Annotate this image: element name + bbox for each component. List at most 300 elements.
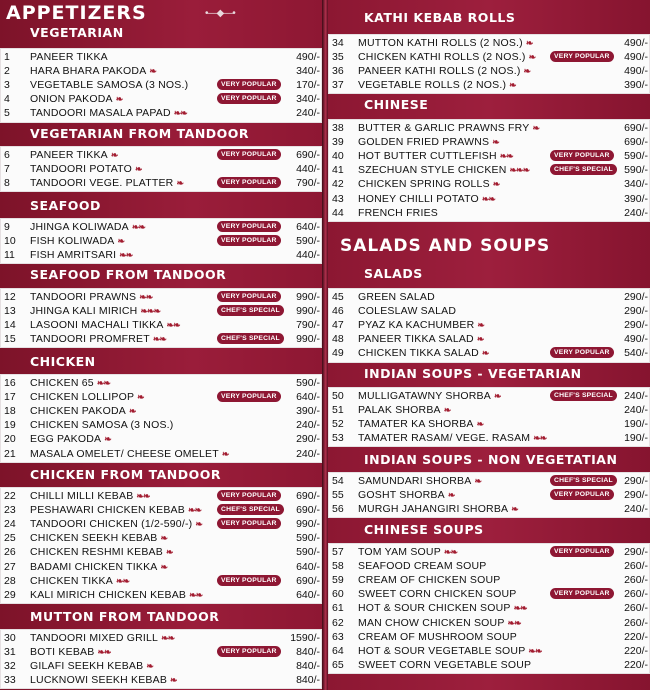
item-price: 340/- xyxy=(296,93,320,106)
chili-icon: ❧❧❧ xyxy=(140,306,161,317)
item-price: 390/- xyxy=(624,79,648,92)
item-name-text: CHICKEN TIKKA SALAD xyxy=(358,347,479,360)
item-name xyxy=(30,78,188,92)
item-number: 59 xyxy=(332,574,344,587)
item-name-text: VEGETABLE SAMOSA (3 NOS.) xyxy=(30,79,189,92)
item-price: 540/- xyxy=(624,347,648,360)
item-name-text: GOLDEN FRIED PRAWNS xyxy=(358,136,490,149)
chili-icon: ❧❧ xyxy=(97,647,111,658)
very-popular-badge: VERY POPULAR xyxy=(217,93,281,104)
chili-icon: ❧❧ xyxy=(136,491,150,501)
item-name xyxy=(30,404,136,418)
menu-item-row xyxy=(0,162,322,176)
section-heading: INDIAN SOUPS - VEGETARIAN xyxy=(364,366,582,381)
chili-icon: ❧❧ xyxy=(119,250,133,261)
item-name-text: HOT & SOUR VEGETABLE SOUP xyxy=(358,644,526,657)
chili-icon: ❧❧ xyxy=(189,589,203,600)
menu-item-row xyxy=(0,418,322,432)
menu-item-row xyxy=(328,601,650,615)
menu-item-row xyxy=(328,36,650,50)
item-number: 31 xyxy=(4,646,16,659)
chefs-special-badge: CHEF'S SPECIAL xyxy=(550,164,617,175)
chili-icon: ❧ xyxy=(110,150,118,160)
section-heading: VEGETARIAN FROM TANDOOR xyxy=(30,126,250,141)
item-price: 690/- xyxy=(624,122,648,134)
very-popular-badge: VERY POPULAR xyxy=(217,177,281,188)
item-number: 16 xyxy=(4,377,16,389)
item-price: 240/- xyxy=(624,503,648,516)
item-name-text: PANEER KATHI ROLLS (2 NOS.) xyxy=(358,65,521,78)
chili-icon: ❧ xyxy=(528,52,536,63)
menu-item-row xyxy=(0,318,322,332)
chili-icon: ❧❧ xyxy=(161,633,175,643)
item-number: 49 xyxy=(332,347,344,360)
chili-icon: ❧ xyxy=(160,533,168,544)
item-price: 640/- xyxy=(296,391,320,404)
item-number: 32 xyxy=(4,660,16,673)
item-name xyxy=(30,631,174,645)
item-name xyxy=(358,502,518,516)
very-popular-badge: VERY POPULAR xyxy=(550,347,614,358)
item-price: 490/- xyxy=(624,37,648,49)
item-price: 840/- xyxy=(296,660,320,673)
menu-item-row xyxy=(0,432,322,446)
item-name xyxy=(30,376,110,390)
chili-icon: ❧❧ xyxy=(507,617,521,628)
item-name xyxy=(358,163,529,177)
item-name-text: BADAMI CHICKEN TIKKA xyxy=(30,560,158,573)
menu-item-row xyxy=(328,502,650,516)
section-heading: SEAFOOD xyxy=(30,198,101,213)
item-name-text: TANDOORI PRAWNS xyxy=(30,291,137,303)
item-number: 65 xyxy=(332,658,344,671)
section-panel xyxy=(328,543,650,674)
menu-item-row xyxy=(0,332,322,346)
menu-item-row xyxy=(0,517,322,531)
item-number: 56 xyxy=(332,503,344,516)
item-name-text: JHINGA KALI MIRICH xyxy=(30,305,138,318)
item-number: 13 xyxy=(4,305,16,318)
item-name-text: FISH AMRITSARI xyxy=(30,249,117,262)
item-price: 220/- xyxy=(624,630,648,643)
item-price: 290/- xyxy=(624,475,648,487)
item-price: 640/- xyxy=(296,588,320,601)
chili-icon: ❧ xyxy=(165,547,173,558)
item-name-text: SWEET CORN CHICKEN SOUP xyxy=(358,588,517,601)
very-popular-badge: VERY POPULAR xyxy=(217,646,281,657)
item-price: 990/- xyxy=(296,305,320,318)
very-popular-badge: VERY POPULAR xyxy=(217,575,281,586)
item-price: 340/- xyxy=(296,65,320,78)
menu-item-row xyxy=(0,545,322,559)
item-name xyxy=(358,149,513,163)
chefs-special-badge: CHEF'S SPECIAL xyxy=(217,305,284,316)
item-name xyxy=(358,121,539,135)
item-price: 690/- xyxy=(624,136,648,149)
section-panel xyxy=(328,119,650,222)
section-panel xyxy=(0,629,322,689)
chili-icon: ❧ xyxy=(128,406,136,417)
item-name-text: HOT & SOUR CHICKEN SOUP xyxy=(358,602,511,615)
item-name xyxy=(358,559,486,573)
item-name-text: KALI MIRICH CHICKEN KEBAB xyxy=(30,588,187,601)
menu-item-row xyxy=(328,149,650,163)
chili-icon: ❧❧ xyxy=(115,575,130,586)
item-name xyxy=(358,488,454,502)
item-name xyxy=(30,290,152,304)
menu-item-row xyxy=(328,474,650,488)
item-name xyxy=(358,403,450,417)
menu-item-row xyxy=(328,616,650,630)
item-number: 18 xyxy=(4,405,16,418)
section-panel xyxy=(328,387,650,447)
menu-item-row xyxy=(328,332,650,346)
item-number: 24 xyxy=(4,518,16,531)
item-name-text: HARA BHARA PAKODA xyxy=(30,65,147,78)
item-name xyxy=(30,148,117,162)
item-name-text: GREEN SALAD xyxy=(358,291,435,303)
chili-icon: ❧❧ xyxy=(166,320,180,331)
menu-item-row xyxy=(328,304,650,318)
item-number: 6 xyxy=(4,149,10,161)
item-number: 44 xyxy=(332,206,344,219)
item-name-text: SAMUNDARI SHORBA xyxy=(358,475,472,487)
very-popular-badge: VERY POPULAR xyxy=(217,79,281,90)
item-number: 17 xyxy=(4,391,16,404)
item-name-text: CHICKEN KATHI ROLLS (2 NOS.) xyxy=(358,51,526,64)
item-number: 62 xyxy=(332,616,344,629)
item-name-text: TANDOORI POTATO xyxy=(30,163,132,176)
chili-icon: ❧❧ xyxy=(499,151,513,162)
chili-icon: ❧❧ xyxy=(139,292,153,302)
item-name-text: JHINGA KOLIWADA xyxy=(30,221,129,233)
item-name-text: BUTTER & GARLIC PRAWNS FRY xyxy=(358,122,530,134)
item-number: 23 xyxy=(4,504,16,517)
item-name xyxy=(30,489,150,503)
item-price: 690/- xyxy=(296,574,320,587)
menu-item-row xyxy=(328,431,650,445)
menu-item-row xyxy=(0,673,322,687)
menu-item-row xyxy=(0,248,322,262)
menu-item-row xyxy=(0,78,322,92)
item-number: 2 xyxy=(4,65,10,78)
item-number: 57 xyxy=(332,546,344,558)
section-heading: CHICKEN xyxy=(30,354,96,369)
item-name xyxy=(30,332,166,346)
menu-item-row xyxy=(328,135,650,149)
menu-item-row xyxy=(0,390,322,404)
section-panel xyxy=(0,218,322,264)
item-number: 19 xyxy=(4,419,16,432)
menu-item-row xyxy=(328,78,650,92)
item-number: 5 xyxy=(4,107,10,120)
item-number: 38 xyxy=(332,122,344,134)
chili-icon: ❧❧ xyxy=(96,378,110,388)
item-name-text: SZECHUAN STYLE CHICKEN xyxy=(358,164,507,177)
item-name-text: LUCKNOWI SEEKH KEBAB xyxy=(30,674,168,687)
item-name-text: CHICKEN RESHMI KEBAB xyxy=(30,546,163,559)
menu-item-row xyxy=(328,573,650,587)
chili-icon: ❧ xyxy=(221,448,229,459)
chili-icon: ❧ xyxy=(146,661,153,672)
chefs-special-badge: CHEF'S SPECIAL xyxy=(217,333,284,344)
item-number: 54 xyxy=(332,475,344,487)
item-name-text: CHICKEN PAKODA xyxy=(30,405,126,418)
item-name xyxy=(358,474,481,488)
item-price: 240/- xyxy=(296,419,320,432)
menu-item-row xyxy=(0,376,322,390)
item-name-text: HONEY CHILLI POTATO xyxy=(358,192,479,205)
item-price: 990/- xyxy=(296,291,320,303)
menu-item-row xyxy=(328,658,650,672)
item-name-text: PYAZ KA KACHUMBER xyxy=(358,319,475,332)
item-name-text: TANDOORI MASALA PAPAD xyxy=(30,107,171,120)
item-price: 840/- xyxy=(296,674,320,687)
item-name-text: TAMATER KA SHORBA xyxy=(358,418,474,431)
very-popular-badge: VERY POPULAR xyxy=(217,235,281,246)
item-name xyxy=(358,135,499,149)
item-number: 52 xyxy=(332,418,344,431)
very-popular-badge: VERY POPULAR xyxy=(217,221,281,232)
item-number: 63 xyxy=(332,630,344,643)
item-name-text: VEGETABLE ROLLS (2 NOS.) xyxy=(358,79,507,92)
item-name-text: CHICKEN SAMOSA (3 NOS.) xyxy=(30,419,174,432)
very-popular-badge: VERY POPULAR xyxy=(217,391,281,402)
item-number: 55 xyxy=(332,489,344,502)
very-popular-badge: VERY POPULAR xyxy=(550,51,614,62)
menu-item-row xyxy=(0,503,322,517)
item-name-text: CHILLI MILLI KEBAB xyxy=(30,490,134,502)
item-name-text: TAMATER RASAM/ VEGE. RASAM xyxy=(358,432,531,445)
item-name xyxy=(358,658,531,672)
item-name xyxy=(30,673,177,687)
item-number: 48 xyxy=(332,333,344,346)
item-number: 64 xyxy=(332,644,344,657)
section-heading: SEAFOOD FROM TANDOOR xyxy=(30,267,227,282)
menu-item-row xyxy=(0,645,322,659)
section-panel xyxy=(0,146,322,192)
item-price: 390/- xyxy=(296,405,320,418)
item-price: 290/- xyxy=(624,291,648,303)
item-name xyxy=(358,630,517,644)
chili-icon: ❧❧ xyxy=(131,222,145,232)
menu-item-row xyxy=(328,389,650,403)
item-name xyxy=(30,92,122,106)
section-heading: INDIAN SOUPS - NON VEGETATIAN xyxy=(364,452,618,467)
menu-item-row xyxy=(0,220,322,234)
section-panel xyxy=(328,288,650,363)
item-name xyxy=(358,644,542,658)
chili-icon: ❧❧ xyxy=(443,547,458,557)
chili-icon: ❧ xyxy=(104,434,111,445)
item-name-text: HOT BUTTER CUTTLEFISH xyxy=(358,150,497,163)
item-price: 220/- xyxy=(624,658,648,671)
item-name xyxy=(30,64,156,78)
menu-item-row xyxy=(0,50,322,64)
section-panel xyxy=(0,288,322,348)
item-price: 690/- xyxy=(296,490,320,502)
very-popular-badge: VERY POPULAR xyxy=(217,490,281,501)
section-panel xyxy=(328,34,650,94)
chili-icon: ❧ xyxy=(523,66,531,77)
item-price: 220/- xyxy=(624,644,648,657)
section-heading: CHINESE SOUPS xyxy=(364,522,484,537)
chili-icon: ❧ xyxy=(170,675,177,686)
item-name-text: PANEER TIKKA SALAD xyxy=(358,333,474,346)
item-price: 170/- xyxy=(296,79,320,92)
item-price: 690/- xyxy=(296,149,320,161)
item-number: 7 xyxy=(4,163,10,176)
item-number: 29 xyxy=(4,588,16,601)
item-name xyxy=(30,162,142,176)
item-number: 50 xyxy=(332,390,344,402)
item-name xyxy=(30,645,111,659)
item-name-text: ONION PAKODA xyxy=(30,93,113,106)
item-name xyxy=(30,588,202,602)
item-name-text: COLESLAW SALAD xyxy=(358,305,457,318)
chili-icon: ❧❧ xyxy=(533,433,547,444)
item-name xyxy=(358,601,527,615)
right-column xyxy=(328,0,650,690)
item-name xyxy=(30,418,173,432)
item-number: 45 xyxy=(332,291,344,303)
menu-item-row xyxy=(328,403,650,417)
item-price: 190/- xyxy=(624,418,648,431)
item-price: 260/- xyxy=(624,560,648,573)
menu-item-row xyxy=(328,644,650,658)
chefs-special-badge: CHEF'S SPECIAL xyxy=(217,504,284,515)
item-number: 11 xyxy=(4,249,15,262)
page-title: APPETIZERS xyxy=(6,2,147,24)
item-price: 1590/- xyxy=(290,632,320,644)
chili-icon: ❧ xyxy=(492,179,500,190)
item-name-text: PALAK SHORBA xyxy=(358,404,441,417)
menu-item-row xyxy=(328,206,650,220)
section-panel xyxy=(0,374,322,463)
item-number: 51 xyxy=(332,404,344,417)
item-name xyxy=(30,545,173,559)
item-price: 990/- xyxy=(296,333,320,346)
item-name-text: BOTI KEBAB xyxy=(30,646,95,659)
section-heading: KATHI KEBAB ROLLS xyxy=(364,10,516,25)
menu-item-row xyxy=(0,92,322,106)
chili-icon: ❧ xyxy=(447,490,455,501)
item-name xyxy=(30,234,124,248)
chili-icon: ❧ xyxy=(474,476,482,486)
item-name xyxy=(30,50,108,64)
chili-icon: ❧❧ xyxy=(481,193,495,204)
item-name-text: CHICKEN 65 xyxy=(30,377,94,389)
item-number: 4 xyxy=(4,93,10,106)
item-price: 790/- xyxy=(296,177,320,190)
item-name xyxy=(358,192,495,206)
menu-item-row xyxy=(0,234,322,248)
item-number: 27 xyxy=(4,560,16,573)
menu-item-row xyxy=(0,588,322,602)
item-number: 46 xyxy=(332,305,344,318)
item-name-text: TANDOORI MIXED GRILL xyxy=(30,632,159,644)
item-number: 39 xyxy=(332,136,344,149)
item-name-text: PESHAWARI CHICKEN KEBAB xyxy=(30,504,185,517)
item-name-text: PANEER TIKKA xyxy=(30,51,108,63)
item-number: 28 xyxy=(4,574,16,587)
item-number: 36 xyxy=(332,65,344,78)
very-popular-badge: VERY POPULAR xyxy=(550,150,614,161)
item-name xyxy=(30,248,132,262)
chili-icon: ❧ xyxy=(532,123,540,133)
item-name-text: GILAFI SEEKH KEBAB xyxy=(30,660,144,673)
item-name-text: GOSHT SHORBA xyxy=(358,489,445,502)
item-price: 290/- xyxy=(624,319,648,332)
item-name xyxy=(358,206,438,220)
chili-icon: ❧ xyxy=(493,391,501,401)
item-name-text: SEAFOOD CREAM SOUP xyxy=(358,560,487,573)
item-name-text: LASOONI MACHALI TIKKA xyxy=(30,319,164,332)
item-price: 240/- xyxy=(624,390,648,402)
item-name-text: TANDOORI PROMFRET xyxy=(30,333,150,346)
item-number: 40 xyxy=(332,150,344,163)
very-popular-badge: VERY POPULAR xyxy=(550,489,614,500)
item-number: 9 xyxy=(4,221,10,233)
menu-item-row xyxy=(0,531,322,545)
menu-item-row xyxy=(328,318,650,332)
item-price: 240/- xyxy=(296,107,320,120)
menu-item-row xyxy=(328,417,650,431)
item-number: 15 xyxy=(4,333,16,346)
menu-item-row xyxy=(328,64,650,78)
left-column xyxy=(0,0,322,690)
item-number: 58 xyxy=(332,560,344,573)
section-panel xyxy=(328,472,650,518)
item-name-text: SWEET CORN VEGETABLE SOUP xyxy=(358,658,532,671)
item-number: 26 xyxy=(4,546,16,559)
item-number: 22 xyxy=(4,490,16,502)
item-price: 290/- xyxy=(624,546,648,558)
item-price: 240/- xyxy=(624,206,648,219)
very-popular-badge: VERY POPULAR xyxy=(217,149,281,160)
item-name xyxy=(30,517,202,531)
item-price: 640/- xyxy=(296,560,320,573)
item-price: 240/- xyxy=(624,404,648,417)
item-price: 590/- xyxy=(624,164,648,177)
item-name xyxy=(30,659,153,673)
item-price: 790/- xyxy=(296,319,320,332)
item-price: 590/- xyxy=(296,377,320,389)
menu-item-row xyxy=(0,574,322,588)
item-price: 840/- xyxy=(296,646,320,659)
item-price: 260/- xyxy=(624,574,648,587)
item-number: 20 xyxy=(4,433,16,446)
item-name xyxy=(358,177,499,191)
chili-icon: ❧ xyxy=(481,348,489,359)
item-name-text: MASALA OMELET/ CHEESE OMELET xyxy=(30,447,219,460)
item-name xyxy=(30,503,201,517)
item-price: 260/- xyxy=(624,588,648,601)
menu-item-row xyxy=(328,346,650,360)
item-name xyxy=(30,531,167,545)
item-name xyxy=(358,318,484,332)
very-popular-badge: VERY POPULAR xyxy=(550,588,614,599)
menu-item-row xyxy=(328,630,650,644)
chili-icon: ❧ xyxy=(476,334,484,345)
chili-icon: ❧❧ xyxy=(513,603,527,614)
menu-item-row xyxy=(0,631,322,645)
ornament-icon: •—◆—• xyxy=(205,8,235,19)
chili-icon: ❧❧ xyxy=(528,645,542,656)
item-name xyxy=(358,346,488,360)
item-name-text: CREAM OF MUSHROOM SOUP xyxy=(358,630,517,643)
item-name xyxy=(30,106,187,120)
